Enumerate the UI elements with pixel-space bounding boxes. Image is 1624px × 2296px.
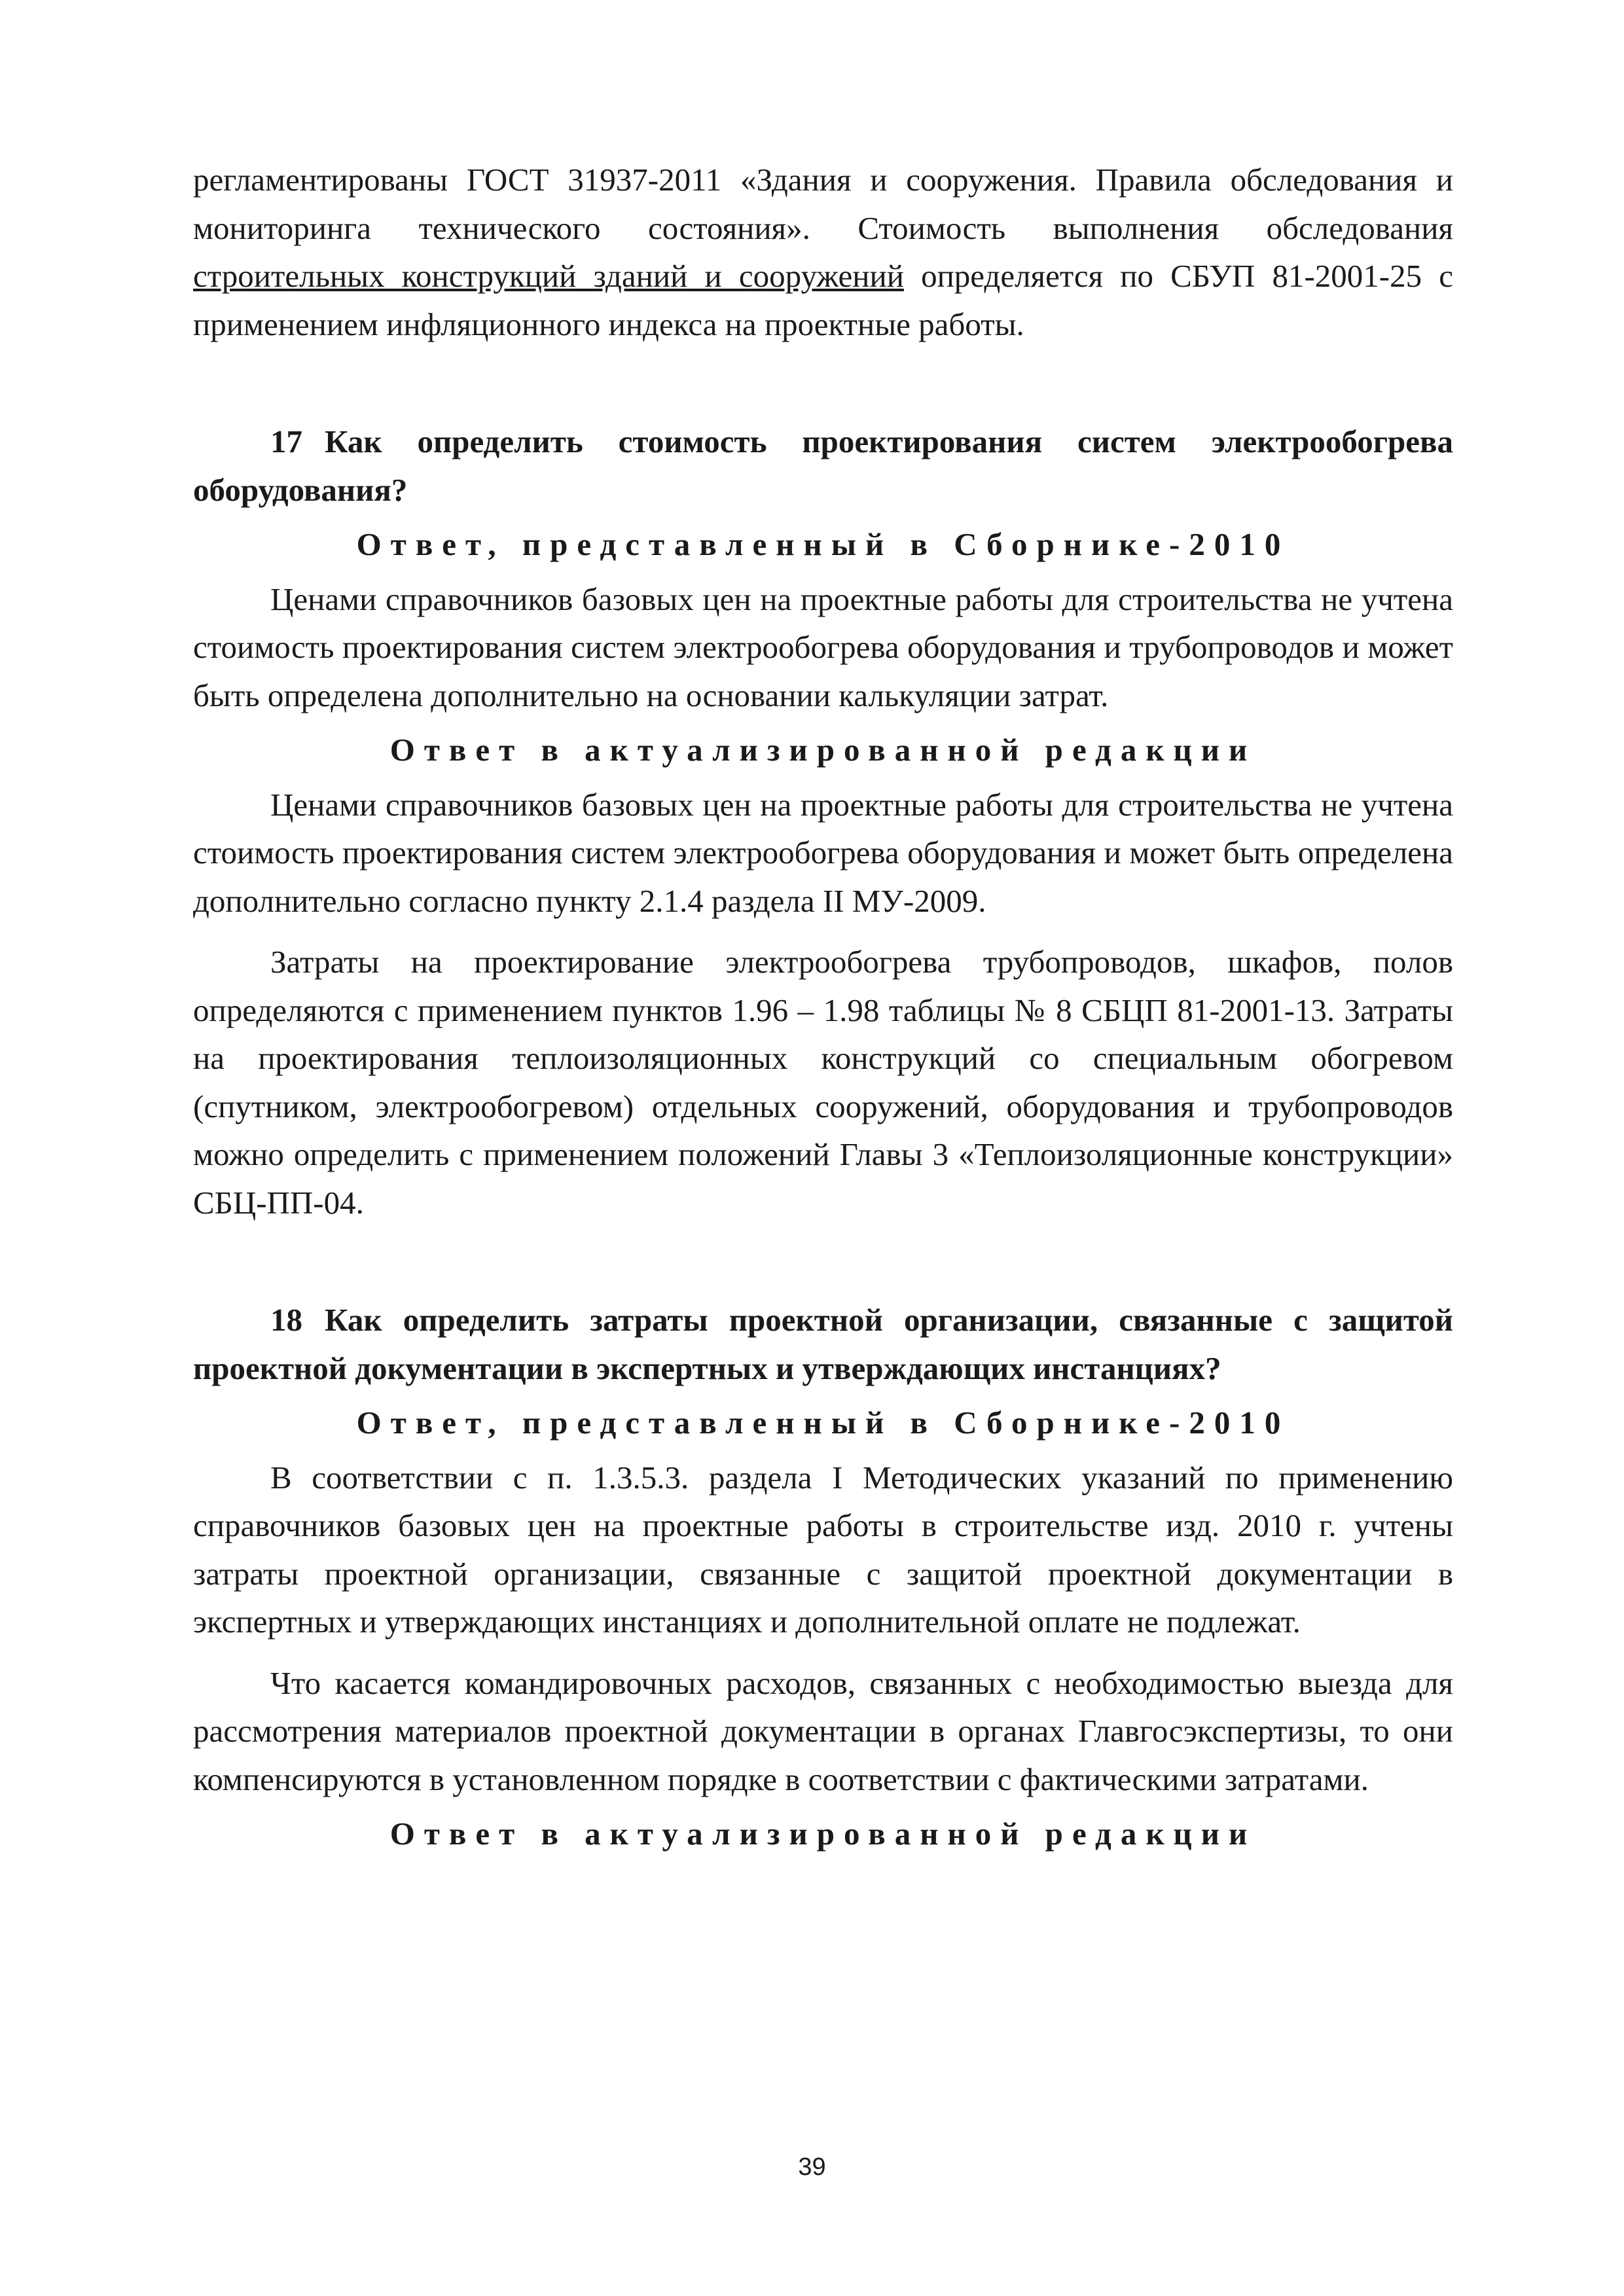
intro-text-2: определяется по СБУП 81-2001-25 с применением инфляционного индекса на проектные работы. <box>193 258 1453 342</box>
document-page <box>193 156 1453 1865</box>
question-18-heading <box>193 1296 1453 1392</box>
question-17-text: Как определить стоимость проектирования систем электрообогрева оборудования? <box>193 423 1453 508</box>
q17-answer-updated-paragraph-1: Ценами справочников базовых цен на проектные работы для строительства не учтена стоимость проектирования систем электрообогрева оборудования и может быть определена дополнительно согласно пункту 2.1.4 раздела II МУ-2009. <box>193 786 1453 919</box>
q18-answer-updated-label: Ответ в актуализированной редакции <box>389 1816 1257 1852</box>
q18-answer-2010-label: Ответ, представленный в Сборнике-2010 <box>356 1405 1290 1441</box>
question-18-text: Как определить затраты проектной организации, связанные с защитой проектной документации в экспертных и утверждающих инстанциях? <box>193 1302 1453 1386</box>
page-number: 39 <box>798 2153 826 2181</box>
q17-answer-updated-label: Ответ в актуализированной редакции <box>389 732 1257 768</box>
intro-paragraph <box>193 156 1453 348</box>
q17-answer-2010-label: Ответ, представленный в Сборнике-2010 <box>356 526 1290 562</box>
intro-text-1: регламентированы ГОСТ 31937-2011 «Здания и сооружения. Правила обследования и мониторинга технического состояния». Стоимость выполнения обследования <box>193 162 1453 246</box>
question-18-number: 18 <box>270 1302 302 1338</box>
q17-answer-2010-paragraph: Ценами справочников базовых цен на проектные работы для строительства не учтена стоимость проектирования систем электрообогрева оборудования и трубопроводов и может быть определена дополнительно на основании калькуляции затрат. <box>193 581 1453 713</box>
question-17-number: 17 <box>270 423 302 459</box>
question-17-heading <box>193 418 1453 514</box>
q18-answer-2010-paragraph-2: Что касается командировочных расходов, связанных с необходимостью выезда для рассмотрения материалов проектной документации в органах Главгосэкспертизы, то они компенсируются в установленном порядке в соответствии с фактическими затратами. <box>193 1664 1453 1797</box>
intro-link[interactable]: строительных конструкций зданий и сооружений <box>193 258 904 294</box>
q18-answer-2010-paragraph-1: В соответствии с п. 1.3.5.3. раздела I Методических указаний по применению справочников базовых цен на проектные работы в строительстве изд. 2010 г. учтены затраты проектной организации, связанные с защитой проектной документации в экспертных и утверждающих инстанциях и дополнительной оплате не подлежат. <box>193 1459 1453 1640</box>
q17-answer-updated-paragraph-2: Затраты на проектирование электрообогрева трубопроводов, шкафов, полов определяются с применением пунктов 1.96 – 1.98 таблицы № 8 СБЦП 81-2001-13. Затраты на проектирования теплоизоляционных конструкций со специальным обогревом (спутником, электрообогревом) отдельных сооружений, оборудования и трубопроводов можно определить с применением положений Главы 3 «Теплоизоляционные конструкции» СБЦ-ПП-04. <box>193 944 1453 1221</box>
